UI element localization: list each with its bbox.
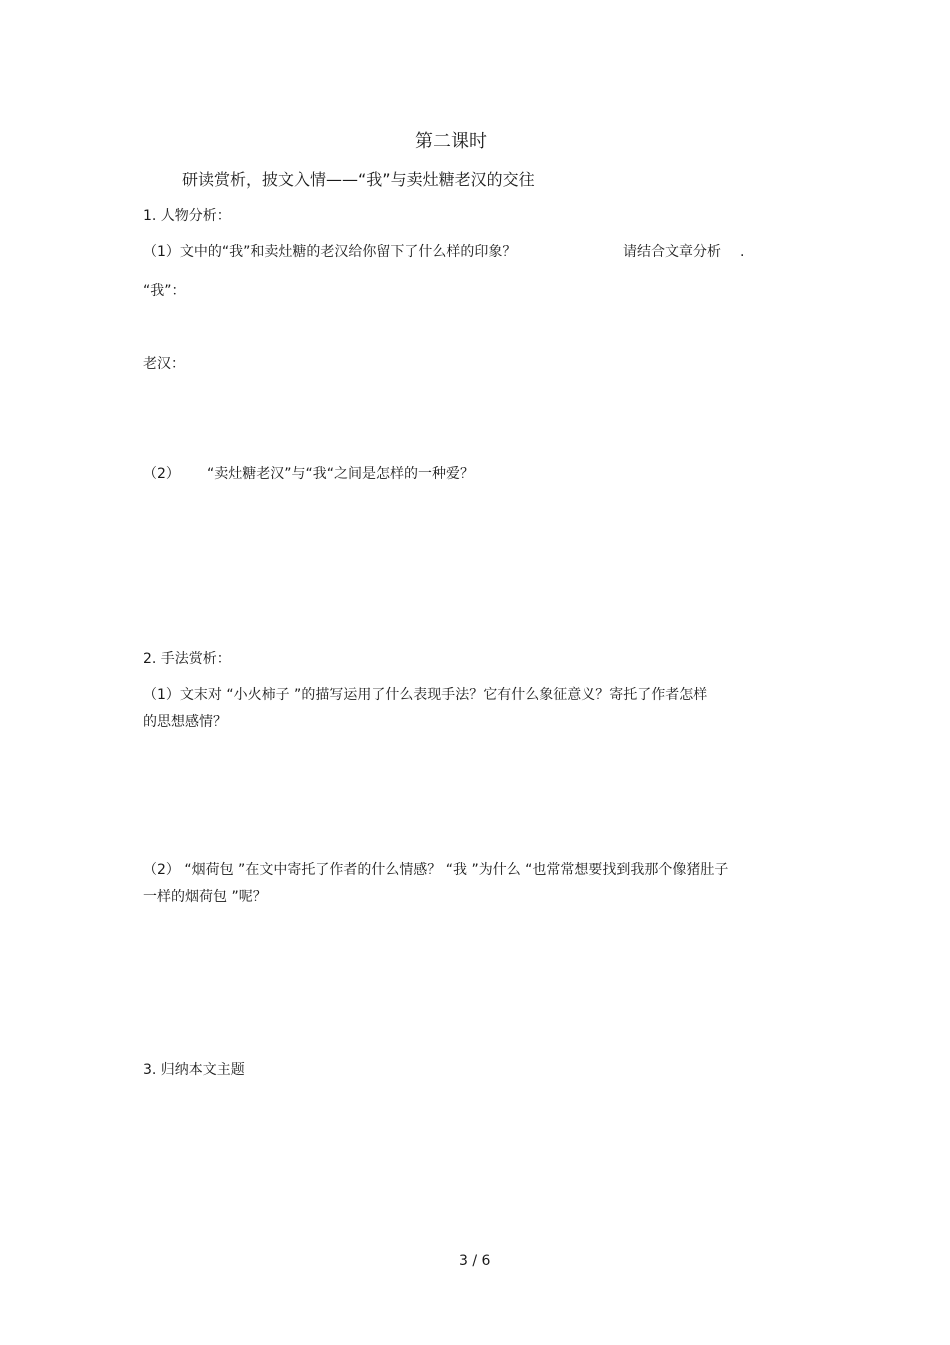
section2-q2-line2: 一样的烟荷包 ”呢？ xyxy=(143,889,267,905)
section1-q1-text: （1）文中的“我”和卖灶糖的老汉给你留下了什么样的印象？ xyxy=(143,244,517,260)
section1-q2-text: “卖灶糖老汉”与“我“之间是怎样的一种爱？ xyxy=(207,466,475,482)
subtitle: 研读赏析，披文入情——“我”与卖灶糖老汉的交往 xyxy=(182,170,535,189)
section2-heading: 2. 手法赏析： xyxy=(143,651,231,667)
page-number: 3 / 6 xyxy=(459,1253,491,1269)
section1-heading: 1. 人物分析： xyxy=(143,208,231,224)
section2-q1-line2: 的思想感情？ xyxy=(143,714,227,730)
lesson-title: 第二课时 xyxy=(415,131,487,152)
section1-q1-dot: . xyxy=(740,244,745,260)
section1-q2-num: （2） xyxy=(143,466,180,482)
label-old-man: 老汉： xyxy=(143,356,185,372)
label-me: “我”： xyxy=(143,283,186,299)
section3-heading: 3. 归纳本文主题 xyxy=(143,1062,245,1078)
section1-q1-tail: 请结合文章分析 xyxy=(623,244,721,260)
section2-q1-line1: （1）文末对 “小火柿子 ”的描写运用了什么表现手法？它有什么象征意义？寄托了作者怎样 xyxy=(143,687,708,703)
section2-q2-line1: （2） “烟荷包 ”在文中寄托了作者的什么情感？ “我 ”为什么 “也常常想要找到我那个像猪肚子 xyxy=(143,862,729,878)
